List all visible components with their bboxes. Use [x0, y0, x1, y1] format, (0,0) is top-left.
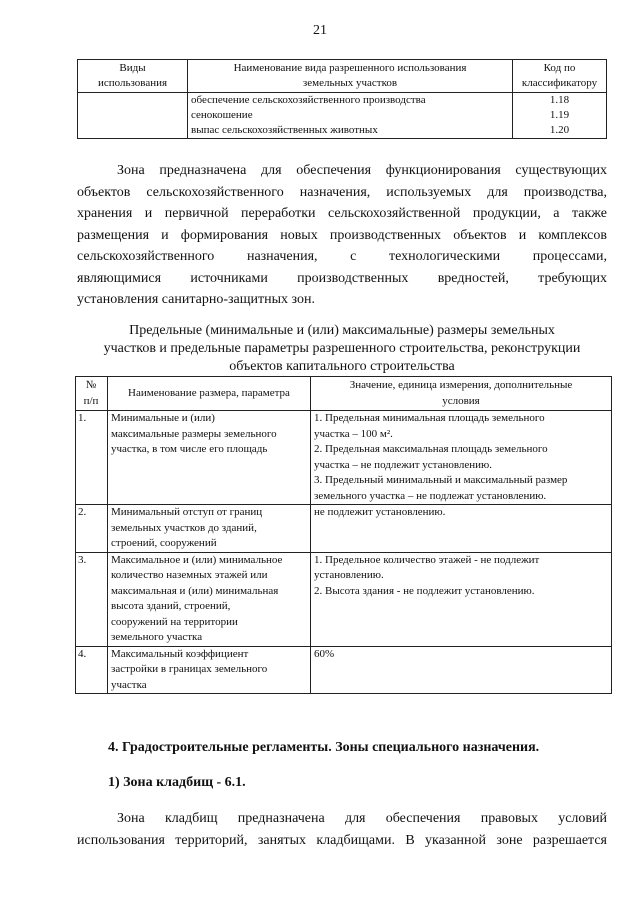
header-parameter: Наименование размера, параметра — [108, 377, 311, 411]
zone-description-paragraph: Зона предназначена для обеспечения функционирования существующих объектов сельскохозяйственного назначения, используемых для производства, хранения и первичной переработки сельскохозяйственной продукции, а также размещения и формирования новых производственных объектов и комплексов сельскохозяйственного назначения, с технологическими процессами, являющимися источниками производственных вредностей, требующих установления санитарно-защитных зон. — [77, 163, 607, 307]
subsection-heading: 1) Зона кладбищ - 6.1. — [108, 775, 246, 790]
params-table-caption: Предельные (минимальные и (или) максимальные) размеры земельных участков и предельные параметры разрешенного строительства, реконструкции объектов капитального строительства — [103, 323, 581, 374]
use-code: 1.19 — [549, 109, 570, 121]
use-name: обеспечение сельскохозяйственного производства — [191, 94, 426, 106]
land-use-types-table — [77, 59, 607, 139]
header-code: Код по классификатору — [513, 60, 607, 93]
parameter-value: не подлежит установлению. — [311, 505, 612, 553]
parameter-name: Минимальные и (или) максимальные размеры земельного участка, в том числе его площадь — [108, 411, 311, 505]
header-value: Значение, единица измерения, дополнительные условия — [311, 377, 612, 411]
codes-cell — [513, 93, 607, 139]
table-header-row — [76, 377, 612, 411]
use-name: выпас сельскохозяйственных животных — [191, 124, 378, 136]
parameter-name: Минимальный отступ от границ земельных участков до зданий, строений, сооружений — [108, 505, 311, 553]
use-name: сенокошение — [191, 109, 253, 121]
page-number: 21 — [313, 23, 327, 38]
row-number: 4. — [76, 646, 108, 694]
table-row — [78, 93, 607, 139]
parameter-value: 60% — [311, 646, 612, 694]
row-number: 1. — [76, 411, 108, 505]
header-number: № п/п — [76, 377, 108, 411]
header-types: Виды использования — [78, 60, 188, 93]
table-row — [76, 552, 612, 646]
parameter-value: 1. Предельное количество этажей - не подлежит установлению. 2. Высота здания - не подлежит установлению. — [311, 552, 612, 646]
table-row — [76, 505, 612, 553]
row-number: 2. — [76, 505, 108, 553]
row-number: 3. — [76, 552, 108, 646]
parameter-value: 1. Предельная минимальная площадь земельного участка – 100 м². 2. Предельная максимальная площадь земельного участка – не подлежит установлению. 3. Предельный минимальный и максимальный размер земельного участка – не подлежат установлению. — [311, 411, 612, 505]
use-code: 1.18 — [549, 94, 570, 106]
header-use-name: Наименование вида разрешенного использования земельных участков — [188, 60, 513, 93]
use-code: 1.20 — [549, 124, 570, 136]
table-row — [76, 411, 612, 505]
parameter-name: Максимальное и (или) минимальное количество наземных этажей или максимальная и (или) минимальная высота зданий, строений, сооружений на территории земельного участка — [108, 552, 311, 646]
types-cell — [78, 93, 188, 139]
parameters-table — [75, 376, 612, 694]
table-header-row — [78, 60, 607, 93]
section-heading: 4. Градостроительные регламенты. Зоны специального назначения. — [108, 740, 540, 755]
use-names-cell — [188, 93, 513, 139]
parameter-name: Максимальный коэффициент застройки в границах земельного участка — [108, 646, 311, 694]
cemetery-zone-paragraph: Зона кладбищ предназначена для обеспечения правовых условий использования территорий, занятых кладбищами. В указанной зоне разрешается — [77, 811, 607, 848]
table-row — [76, 646, 612, 694]
